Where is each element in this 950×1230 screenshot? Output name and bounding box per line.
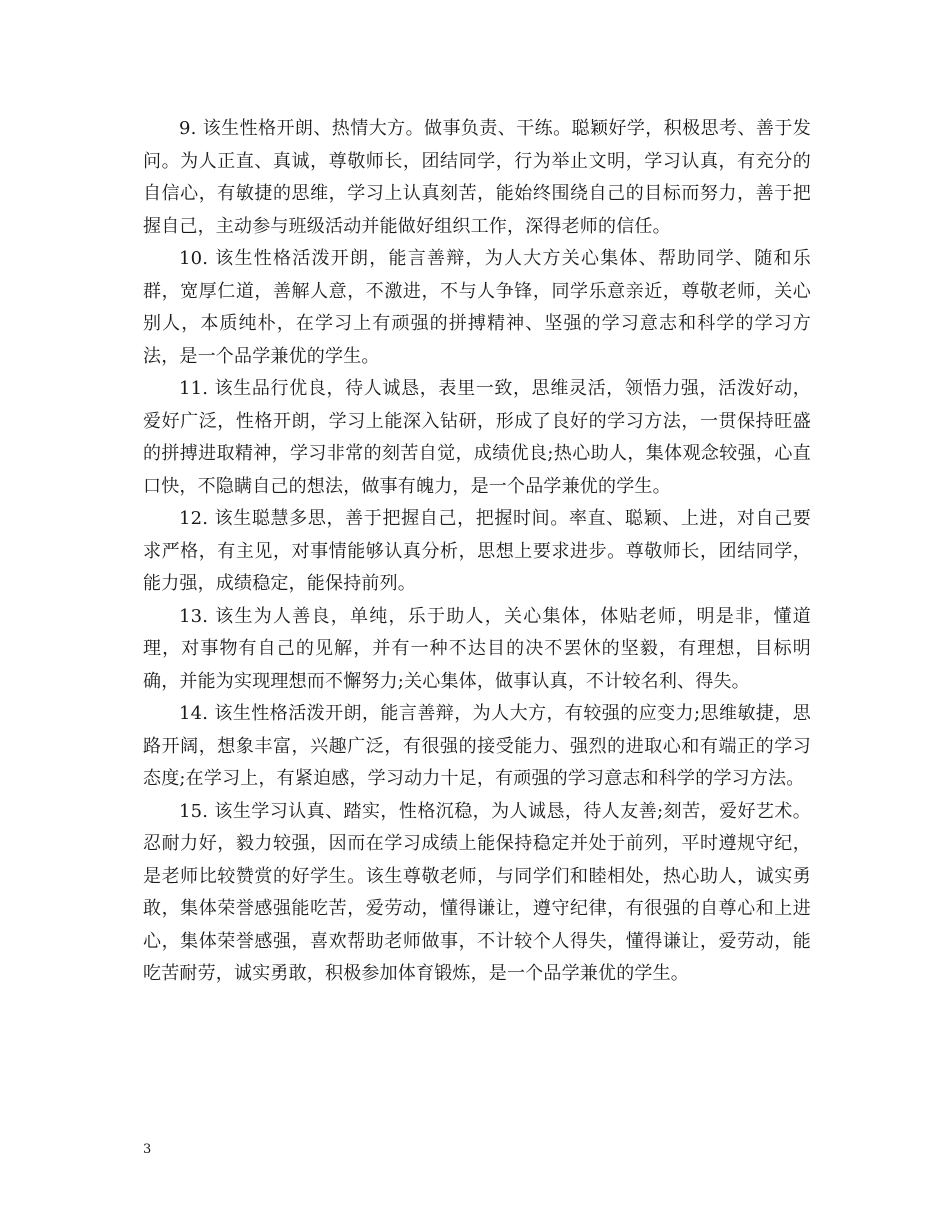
paragraph-12: 12. 该生聪慧多思，善于把握自己，把握时间。率直、聪颖、上进，对自己要求严格，有主见，对事情能够认真分析，思想上要求进步。尊敬师长，团结同学，能力强，成绩稳定，能保持前列。 [143,508,811,594]
page-number: 3 [143,1142,152,1157]
document-body [143,113,811,991]
paragraph-14: 14. 该生性格活泼开朗，能言善辩，为人大方，有较强的应变力;思维敏捷，思路开阔，想象丰富，兴趣广泛，有很强的接受能力、强烈的进取心和有端正的学习态度;在学习上，有紧迫感，学习动力十足，有顽强的学习意志和科学的学习方法。 [143,703,811,789]
paragraph-11: 11. 该生品行优良，待人诚恳，表里一致，思维灵活，领悟力强，活泼好动，爱好广泛，性格开朗，学习上能深入钻研，形成了良好的学习方法，一贯保持旺盛的拼搏进取精神，学习非常的刻苦自觉，成绩优良;热心助人，集体观念较强，心直口快，不隐瞒自己的想法，做事有魄力，是一个品学兼优的学生。 [143,378,811,497]
paragraph-15: 15. 该生学习认真、踏实，性格沉稳，为人诚恳，待人友善;刻苦，爱好艺术。忍耐力好，毅力较强，因而在学习成绩上能保持稳定并处于前列，平时遵规守纪，是老师比较赞赏的好学生。该生尊敬老师，与同学们和睦相处，热心助人，诚实勇敢，集体荣誉感强能吃苦，爱劳动，懂得谦让，遵守纪律，有很强的自尊心和上进心，集体荣誉感强，喜欢帮助老师做事，不计较个人得失，懂得谦让，爱劳动，能吃苦耐劳，诚实勇敢，积极参加体育锻炼，是一个品学兼优的学生。 [143,800,811,984]
paragraph-10: 10. 该生性格活泼开朗，能言善辩，为人大方关心集体、帮助同学、随和乐群，宽厚仁道，善解人意，不激进，不与人争锋，同学乐意亲近，尊敬老师，关心别人，本质纯朴，在学习上有顽强的拼搏精神、坚强的学习意志和科学的学习方法，是一个品学兼优的学生。 [143,248,811,367]
paragraph-13: 13. 该生为人善良，单纯，乐于助人，关心集体，体贴老师，明是非，懂道理，对事物有自己的见解，并有一种不达目的决不罢休的坚毅，有理想，目标明确，并能为实现理想而不懈努力;关心集体，做事认真，不计较名利、得失。 [143,605,811,692]
paragraph-9: 9. 该生性格开朗、热情大方。做事负责、干练。聪颖好学，积极思考、善于发问。为人正直、真诚，尊敬师长，团结同学，行为举止文明，学习认真，有充分的自信心，有敏捷的思维，学习上认真刻苦，能始终围绕自己的目标而努力，善于把握自己，主动参与班级活动并能做好组织工作，深得老师的信任。 [143,118,811,237]
